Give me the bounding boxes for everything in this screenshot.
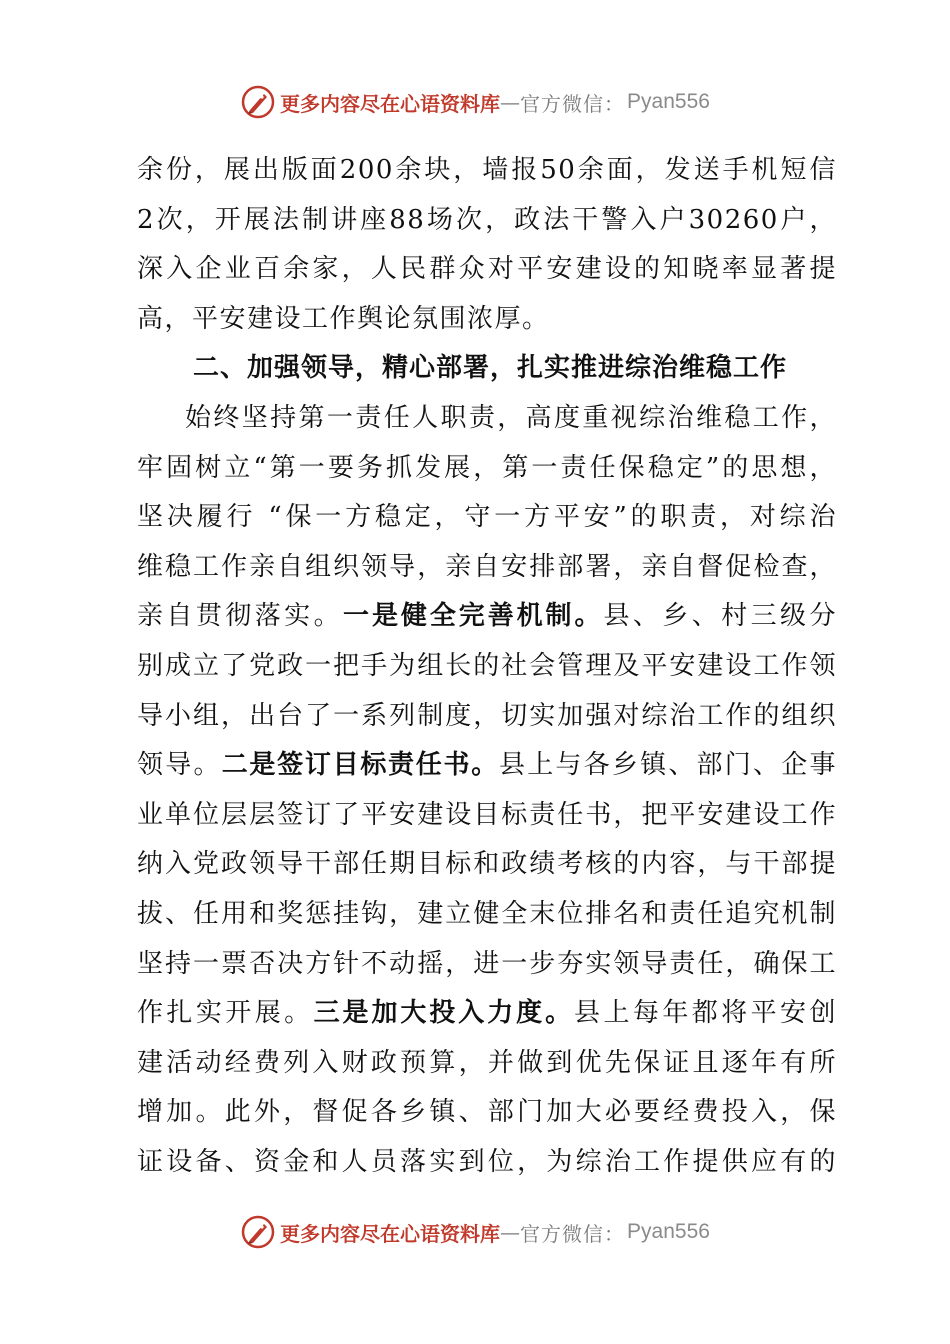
text-line: 牢固树立“第一要务抓发展，第一责任保稳定”的思想，	[137, 452, 837, 483]
banner-dash: —	[500, 90, 521, 114]
banner-main-text: 更多内容尽在心语资料库	[280, 1221, 501, 1246]
banner-wechat-id: Pyan556	[627, 90, 710, 113]
banner-wechat-label: 官方微信：	[520, 1221, 626, 1246]
text-line	[137, 592, 837, 642]
text-line: 拔、任用和奖惩挂钩，建立健全末位排名和责任追究机制	[137, 898, 837, 929]
text-line: 别成立了党政一把手为组长的社会管理及平安建设工作领	[137, 650, 837, 681]
text-line: 坚持一票否决方针不动摇，进一步夯实领导责任，确保工	[137, 948, 837, 979]
text-line: 导小组，出台了一系列制度，切实加强对综治工作的组织	[137, 700, 837, 731]
text-run: 县上每年都将平安创	[574, 998, 837, 1029]
text-line: 维稳工作亲自组织领导，亲自安排部署，亲自督促检查，	[137, 551, 837, 582]
text-run: 县上与各乡镇、部门、企事	[498, 750, 837, 781]
text-line: 业单位层层签订了平安建设目标责任书，把平安建设工作	[137, 799, 837, 830]
bold-point-3: 三是加大投入力度。	[313, 998, 575, 1029]
section-heading: 二、加强领导，精心部署，扎实推进综治维稳工作	[193, 353, 788, 384]
text-line: 余份，展出版面200余块，墙报50余面，发送手机短信	[137, 155, 837, 185]
text-line: 证设备、资金和人员落实到位，为综治工作提供应有的	[137, 1146, 837, 1177]
text-run: 县、乡、村三级分	[603, 601, 837, 632]
footer-banner	[0, 1212, 950, 1252]
text-line: 高，平安建设工作舆论氛围浓厚。	[137, 303, 550, 334]
text-line	[137, 741, 837, 791]
text-line	[137, 989, 837, 1039]
banner-dash: —	[500, 1220, 521, 1244]
text-line: 建活动经费列入财政预算，并做到优先保证且逐年有所	[137, 1047, 837, 1078]
text-line: 始终坚持第一责任人职责，高度重视综治维稳工作，	[185, 402, 837, 433]
bold-point-1: 一是健全完善机制。	[343, 601, 604, 632]
text-line: 深入企业百余家，人民群众对平安建设的知晓率显著提	[137, 254, 837, 285]
banner-main-text: 更多内容尽在心语资料库	[280, 91, 501, 116]
text-run: 亲自贯彻落实。	[137, 601, 344, 632]
text-line: 纳入党政领导干部任期目标和政绩考核的内容，与干部提	[137, 849, 837, 880]
text-run: 领导。	[137, 750, 222, 781]
text-line: 增加。此外，督促各乡镇、部门加大必要经费投入，保	[137, 1097, 837, 1128]
text-line: 坚决履行 “保一方稳定，守一方平安”的职责，对综治	[137, 502, 837, 533]
bold-point-2: 二是签订目标责任书。	[221, 750, 499, 781]
banner-wechat-label: 官方微信：	[520, 91, 626, 116]
header-banner	[0, 82, 950, 122]
text-line: 2次，开展法制讲座88场次，政法干警入户30260户，	[137, 204, 837, 235]
text-run: 作扎实开展。	[137, 998, 314, 1029]
pen-nib-logo-icon	[240, 84, 276, 120]
pen-nib-logo-icon	[240, 1214, 276, 1250]
document-body	[137, 146, 837, 1187]
banner-wechat-id: Pyan556	[627, 1220, 710, 1243]
